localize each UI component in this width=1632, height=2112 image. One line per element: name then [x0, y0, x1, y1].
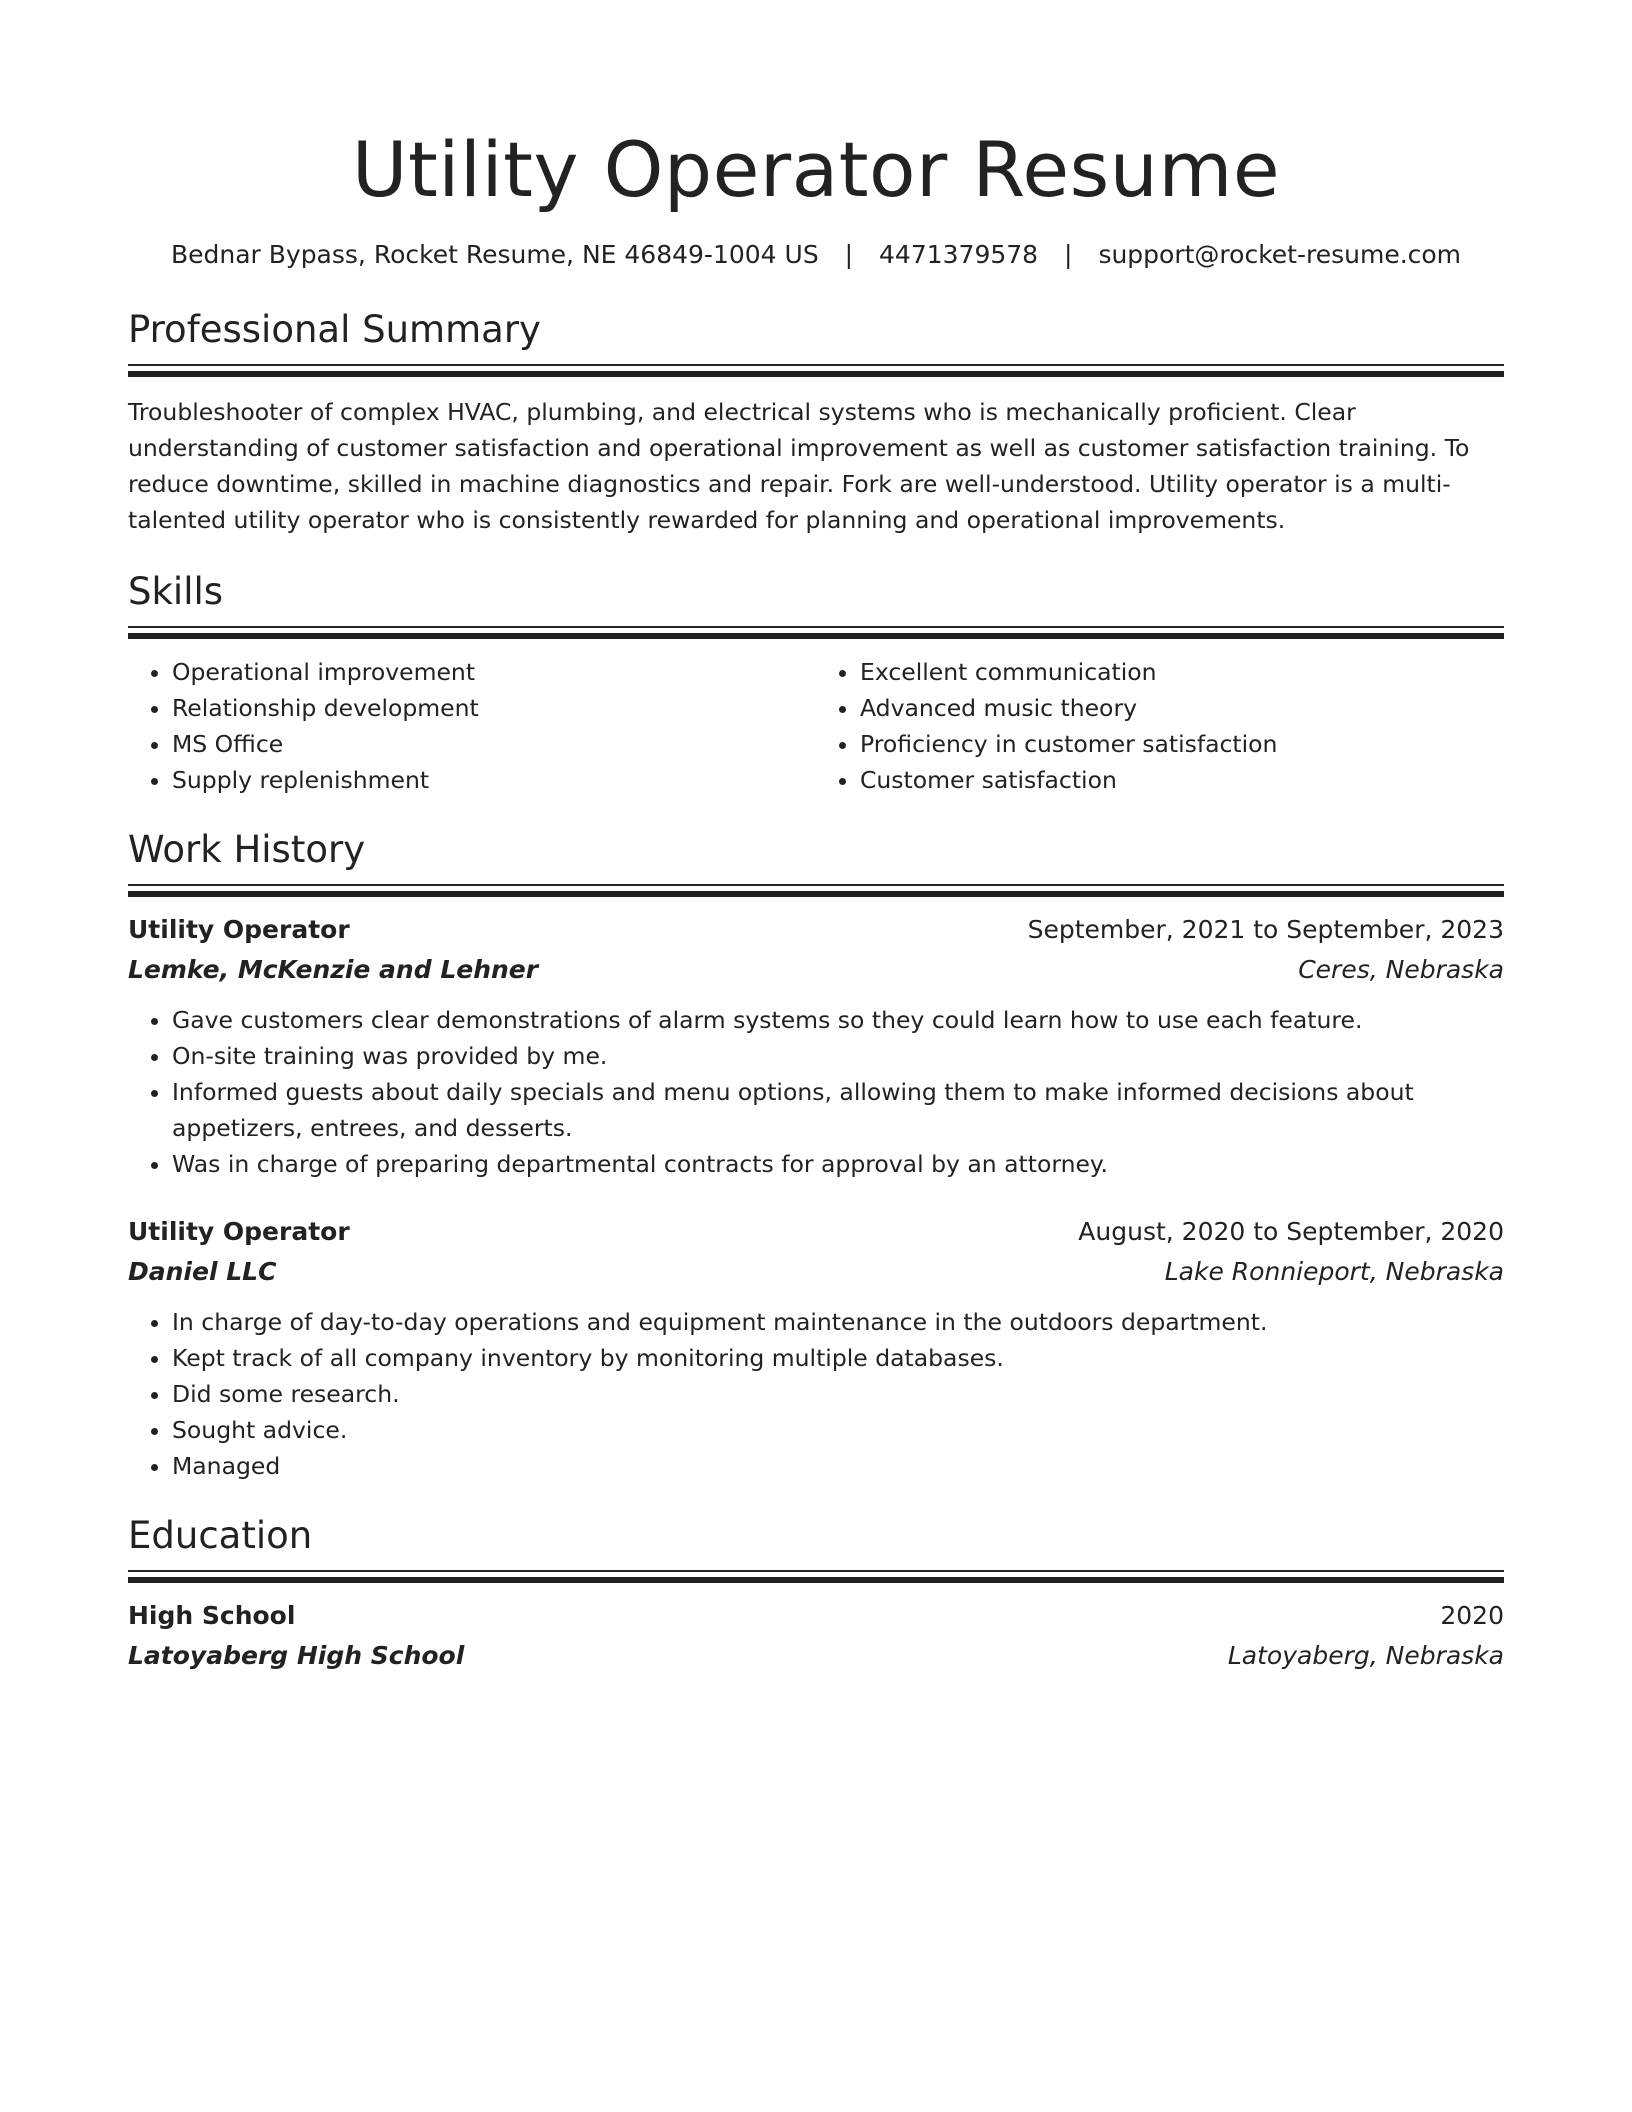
- resume-page: [128, 0, 1504, 1676]
- job-duty-item: • Did some research.: [172, 1376, 1504, 1412]
- section-divider: [128, 884, 1504, 896]
- job-company: Lemke, McKenzie and Lehner: [128, 955, 539, 984]
- section-divider: [128, 364, 1504, 376]
- education-degree: High School: [128, 1601, 296, 1630]
- section-work-history: [128, 826, 1504, 1484]
- skill-item: • Operational improvement: [172, 654, 816, 690]
- job-duties: [128, 1304, 1504, 1484]
- job-dates: September, 2021 to September, 2023: [1027, 915, 1504, 944]
- job-dates: August, 2020 to September, 2020: [1078, 1217, 1504, 1246]
- contact-phone: 4471379578: [879, 240, 1039, 269]
- job-entry: [128, 1212, 1504, 1484]
- section-divider: [128, 1570, 1504, 1582]
- contact-separator: |: [844, 240, 854, 269]
- section-heading-work: Work History: [128, 828, 366, 871]
- skill-item: • Customer satisfaction: [860, 762, 1504, 798]
- skill-item: • Excellent communication: [860, 654, 1504, 690]
- section-divider: [128, 626, 1504, 638]
- job-location: Ceres, Nebraska: [1298, 955, 1504, 984]
- job-entry: [128, 910, 1504, 1182]
- skill-item: • MS Office: [172, 726, 816, 762]
- job-duty-item: • Informed guests about daily specials and menu options, allowing them to make informed decisions about appetizers, entrees, and desserts.: [172, 1074, 1504, 1146]
- job-duties: [128, 1002, 1504, 1182]
- job-location: Lake Ronnieport, Nebraska: [1164, 1257, 1504, 1286]
- contact-line: [128, 238, 1504, 272]
- section-heading-education: Education: [128, 1514, 313, 1557]
- education-location: Latoyaberg, Nebraska: [1227, 1641, 1504, 1670]
- education-year: 2020: [1440, 1601, 1504, 1630]
- contact-email: support@rocket-resume.com: [1098, 240, 1462, 269]
- section-heading-skills: Skills: [128, 570, 224, 613]
- job-company: Daniel LLC: [128, 1257, 277, 1286]
- skill-item: • Advanced music theory: [860, 690, 1504, 726]
- contact-separator: |: [1064, 240, 1073, 269]
- job-duty-item: • Sought advice.: [172, 1412, 1504, 1448]
- job-duty-item: • Gave customers clear demonstrations of alarm systems so they could learn how to use each feature.: [172, 1002, 1504, 1038]
- skills-list: [128, 654, 1504, 798]
- skills-column-right: [816, 654, 1504, 798]
- education-school: Latoyaberg High School: [128, 1641, 465, 1670]
- contact-address: Bednar Bypass, Rocket Resume, NE 46849-1004 US: [170, 240, 819, 269]
- section-heading-summary: Professional Summary: [128, 308, 541, 351]
- job-duty-item: • In charge of day-to-day operations and equipment maintenance in the outdoors department.: [172, 1304, 1504, 1340]
- job-duty-item: • Kept track of all company inventory by monitoring multiple databases.: [172, 1340, 1504, 1376]
- section-summary: [128, 306, 1504, 538]
- skill-item: • Supply replenishment: [172, 762, 816, 798]
- skill-item: • Proficiency in customer satisfaction: [860, 726, 1504, 762]
- job-title: Utility Operator: [128, 915, 350, 944]
- page-title: Utility Operator Resume: [351, 125, 1281, 214]
- section-skills: [128, 568, 1504, 798]
- job-duty-item: • Was in charge of preparing departmental contracts for approval by an attorney.: [172, 1146, 1504, 1182]
- skills-column-left: [128, 654, 816, 798]
- job-duty-item: • On-site training was provided by me.: [172, 1038, 1504, 1074]
- job-duty-item: • Managed: [172, 1448, 1504, 1484]
- skill-item: • Relationship development: [172, 690, 816, 726]
- education-entry: [128, 1596, 1504, 1676]
- section-education: [128, 1512, 1504, 1676]
- job-title: Utility Operator: [128, 1217, 350, 1246]
- summary-text: Troubleshooter of complex HVAC, plumbing, and electrical systems who is mechanically proficient. Clear understanding of customer satisfaction and operational improvement as well as customer satisfaction training. To reduce downtime, skilled in machine diagnostics and repair. Fork are well-understood. Utility operator is a multi-talented utility operator who is consistently rewarded for planning and operational improvements.: [128, 398, 1470, 534]
